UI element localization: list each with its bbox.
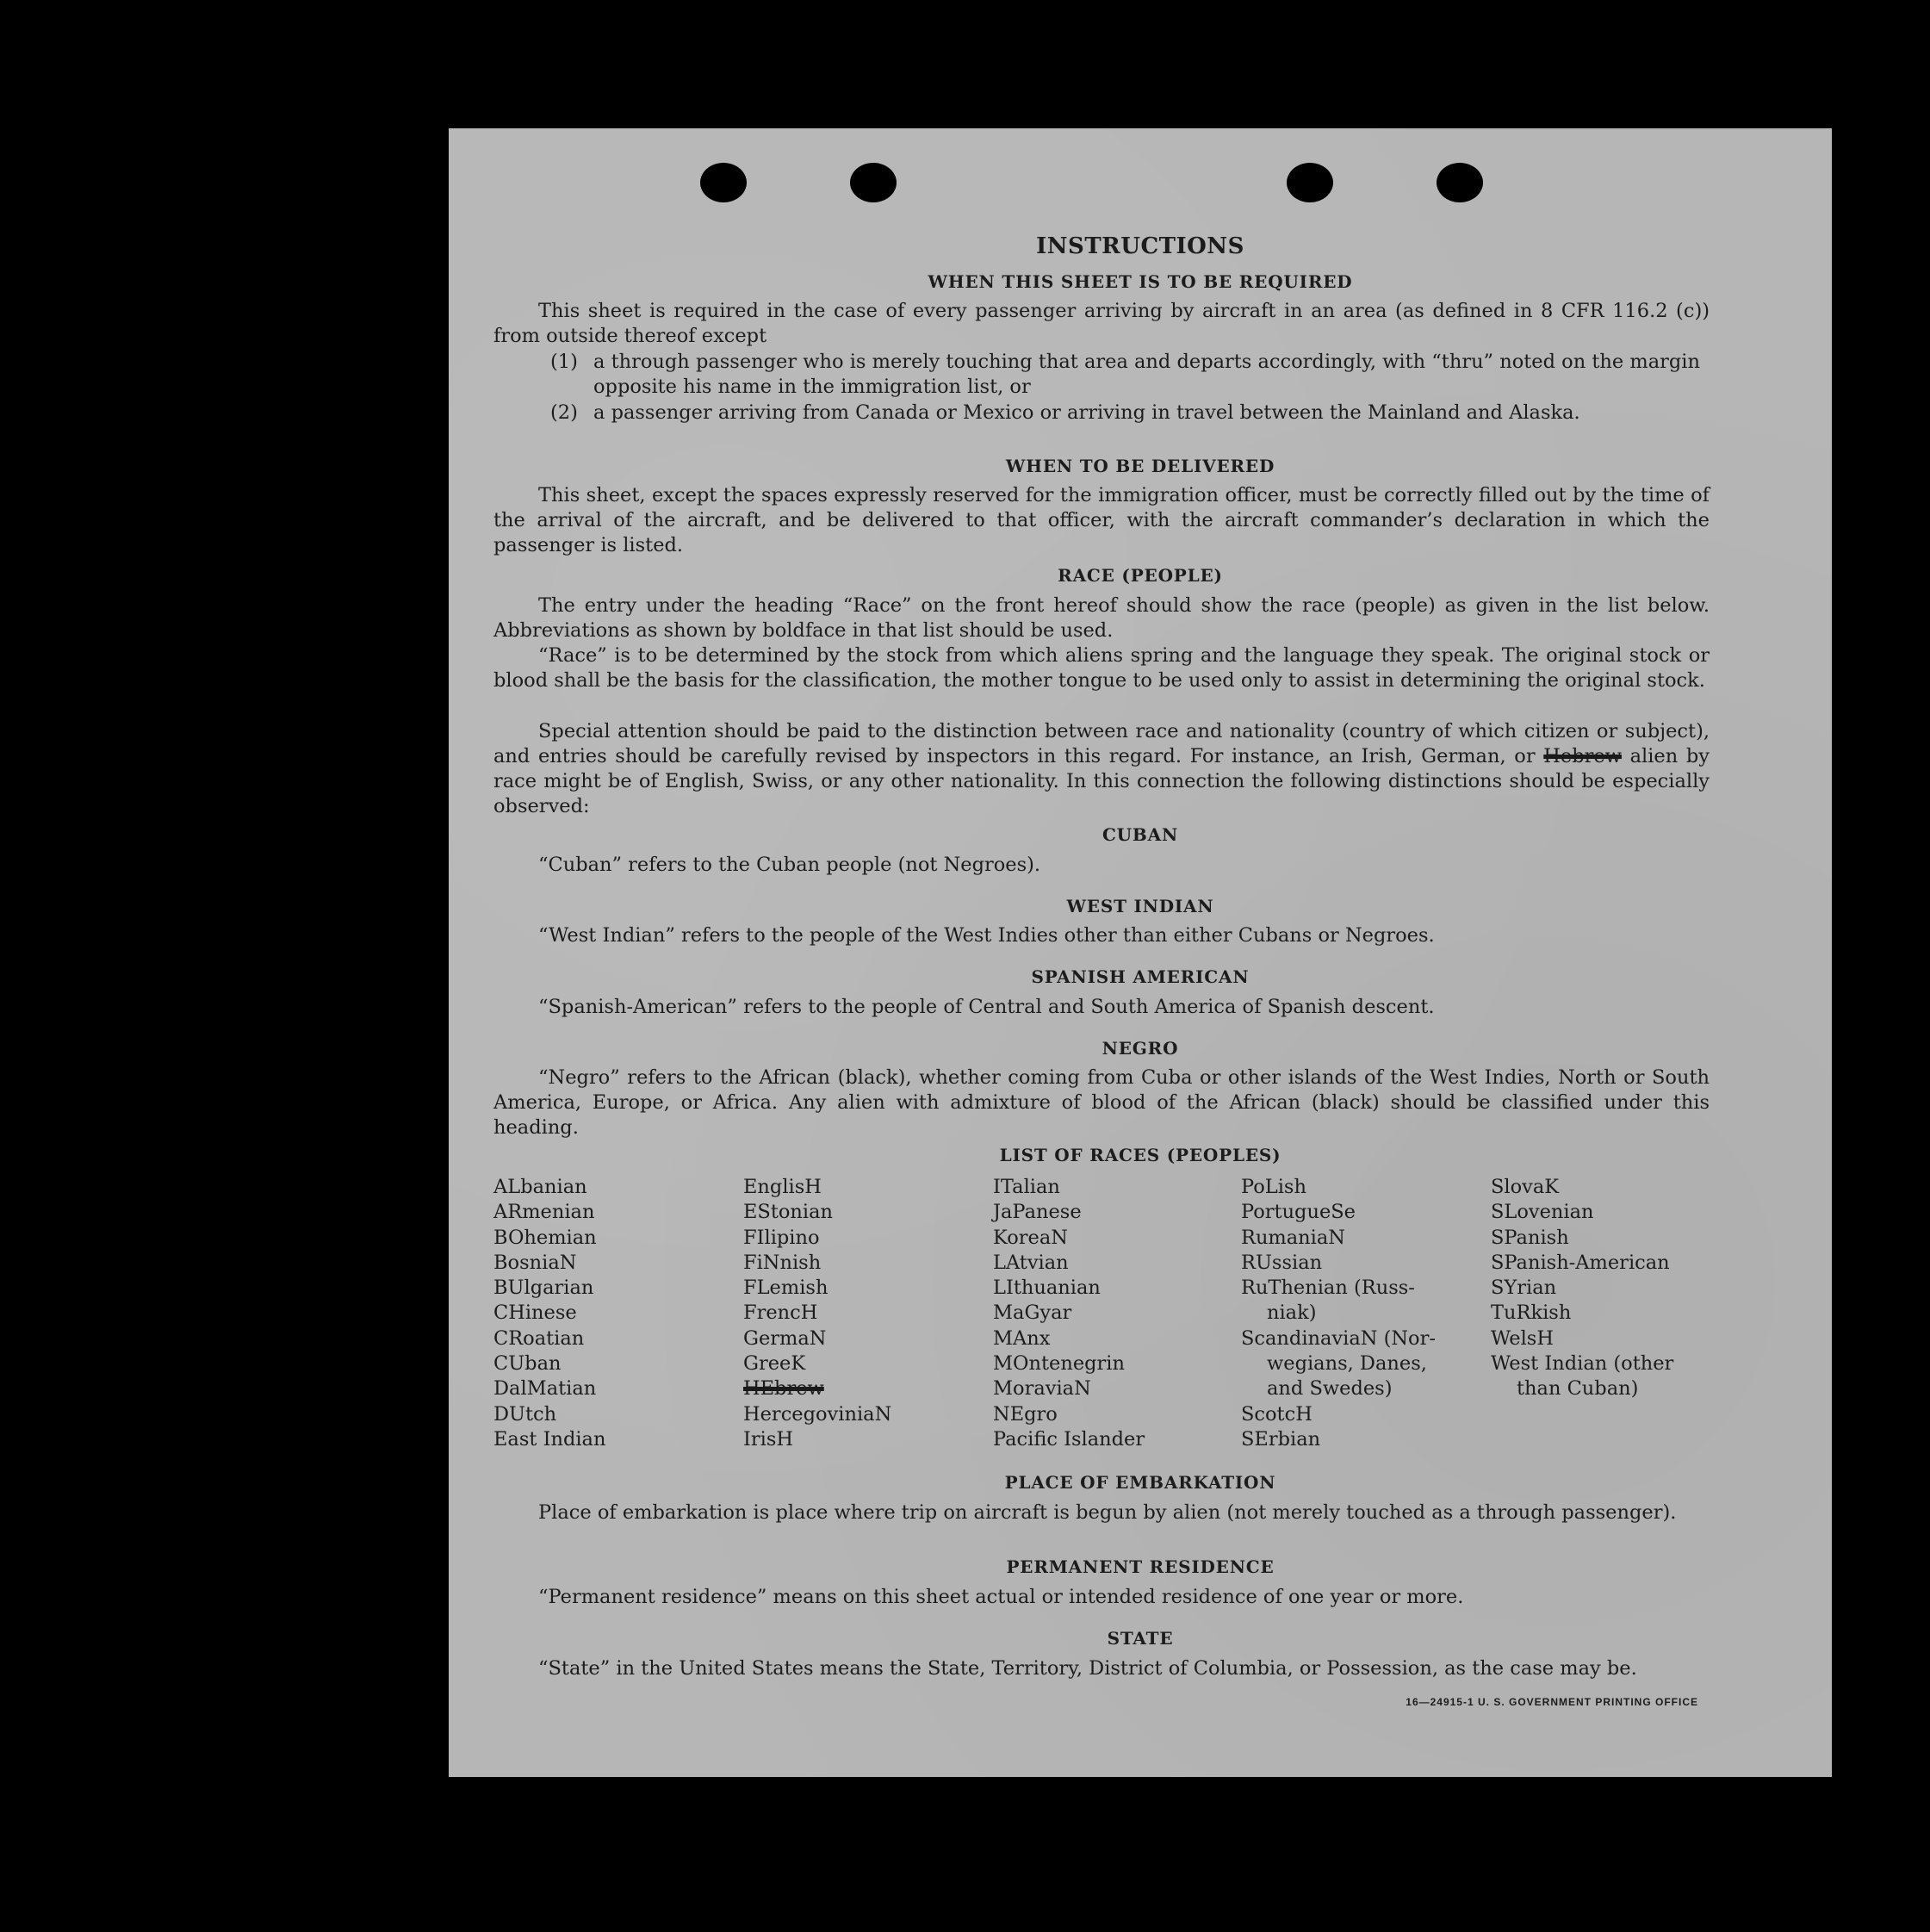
- race-paragraph-3: [493, 719, 1710, 819]
- section-heading-residence: PERMANENT RESIDENCE: [1006, 1556, 1275, 1577]
- races-column-2: [743, 1175, 891, 1452]
- section-heading-cuban: CUBAN: [1102, 824, 1179, 845]
- section-heading-negro: NEGRO: [1102, 1038, 1179, 1059]
- punch-hole: [1437, 163, 1483, 202]
- race-item: LIthuanian: [993, 1277, 1101, 1300]
- race-paragraph-3a: Special attention should be paid to the distinction between race and nationality (country of which citizen or subject), and entries should be carefully revised by inspectors in this regard. For instance, an Irish, German, or: [493, 720, 1710, 767]
- item-text: a through passenger who is merely touching that area and departs accordingly, with “thru” noted on the margin opposite his name in the immigration list, or: [593, 351, 1700, 398]
- section-heading-spanish-american: SPANISH AMERICAN: [1031, 966, 1250, 987]
- races-column-1: [493, 1175, 605, 1452]
- section-heading-embarkation: PLACE OF EMBARKATION: [1004, 1472, 1276, 1493]
- race-item: MAnx: [993, 1326, 1051, 1350]
- race-item-continued: wegians, Danes,: [1267, 1352, 1427, 1376]
- race-item: MaGyar: [993, 1301, 1072, 1325]
- section-text-embarkation: Place of embarkation is place where trip on aircraft is begun by alien (not merely touched as a through passenger).: [538, 1501, 1677, 1524]
- section-heading-state: STATE: [1107, 1628, 1174, 1649]
- section-text-cuban: “Cuban” refers to the Cuban people (not Negroes).: [538, 854, 1041, 876]
- race-item: GermaN: [743, 1326, 827, 1350]
- race-item: GreeK: [743, 1352, 806, 1376]
- section-heading-race: RACE (PEOPLE): [1058, 565, 1223, 586]
- section-text-spanish-american: “Spanish-American” refers to the people of Central and South America of Spanish descent.: [538, 996, 1435, 1018]
- race-item: DalMatian: [493, 1377, 597, 1401]
- race-item: SYrian: [1491, 1277, 1557, 1300]
- section-text-residence: “Permanent residence” means on this sheet actual or intended residence of one year or more.: [538, 1586, 1464, 1608]
- race-item: SLovenian: [1491, 1201, 1594, 1224]
- section-heading-west-indian: WEST INDIAN: [1066, 896, 1214, 916]
- race-item: West Indian (other: [1491, 1352, 1674, 1376]
- race-item: BOhemian: [493, 1226, 597, 1249]
- punch-hole: [850, 163, 897, 202]
- race-item: SPanish: [1491, 1226, 1569, 1249]
- race-item: ScandinaviaN (Nor-: [1241, 1326, 1436, 1350]
- race-item: RuThenian (Russ-: [1241, 1277, 1415, 1300]
- section-text-state: “State” in the United States means the State, Territory, District of Columbia, or Possession, as the case may be.: [538, 1657, 1637, 1680]
- instruction-sheet: [449, 128, 1832, 1777]
- exception-item-2: [550, 401, 1710, 426]
- race-item: ARmenian: [493, 1201, 595, 1224]
- section-heading-races: LIST OF RACES (PEOPLES): [999, 1145, 1281, 1165]
- punch-hole: [1287, 163, 1333, 202]
- race-item: KoreaN: [993, 1226, 1068, 1249]
- race-item: IrisH: [743, 1427, 794, 1451]
- race-item: FiNnish: [743, 1251, 822, 1274]
- section-text-delivered: This sheet, except the spaces expressly reserved for the immigration officer, must be correctly filled out by the time of the arrival of the aircraft, and be delivered to that officer, with the aircraft commander’s declaration in which the passenger is listed.: [493, 484, 1710, 556]
- page-title: INSTRUCTIONS: [1036, 233, 1244, 259]
- race-item-struck: HEbrew: [743, 1377, 824, 1401]
- section-text-west-indian: “West Indian” refers to the people of the West Indies other than either Cubans or Negroes.: [538, 924, 1435, 947]
- race-item: NEgro: [993, 1402, 1058, 1426]
- race-item-continued: niak): [1267, 1301, 1317, 1325]
- race-item: ALbanian: [493, 1176, 587, 1198]
- race-item: SErbian: [1241, 1427, 1321, 1451]
- race-item: ScotcH: [1241, 1402, 1313, 1426]
- section-heading-required: WHEN THIS SHEET IS TO BE REQUIRED: [928, 271, 1353, 292]
- race-item: WelsH: [1491, 1326, 1554, 1350]
- exception-item-1: [550, 350, 1710, 400]
- section-text-required: This sheet is required in the case of every passenger arriving by aircraft in an area (as defined in 8 CFR 116.2 (c)) from outside thereof except: [493, 300, 1710, 347]
- race-item-continued: and Swedes): [1267, 1377, 1393, 1401]
- race-paragraph-1: The entry under the heading “Race” on the front hereof should show the race (people) as given in the list below. Abbreviations as shown by boldface in that list should be used.: [493, 594, 1710, 642]
- race-item-continued: than Cuban): [1517, 1377, 1639, 1401]
- race-item: BUlgarian: [493, 1277, 594, 1300]
- race-item: SPanish-American: [1491, 1251, 1670, 1274]
- race-item: Pacific Islander: [993, 1427, 1145, 1451]
- race-item: RumaniaN: [1241, 1226, 1345, 1249]
- item-number: (1): [550, 351, 578, 373]
- struck-word: Hebrew: [1543, 745, 1622, 767]
- race-item: LAtvian: [993, 1251, 1069, 1274]
- race-item: TuRkish: [1491, 1301, 1572, 1325]
- race-item: EnglisH: [743, 1176, 822, 1198]
- race-item: DUtch: [493, 1402, 557, 1426]
- race-item: SlovaK: [1491, 1176, 1560, 1198]
- race-item: East Indian: [493, 1427, 606, 1451]
- section-text-negro: “Negro” refers to the African (black), whether coming from Cuba or other islands of the West Indies, North or South America, Europe, or Africa. Any alien with admixture of blood of the African (black) should be classified under this heading.: [493, 1066, 1710, 1139]
- race-item: HercegoviniaN: [743, 1402, 892, 1426]
- race-item: FLemish: [743, 1277, 828, 1300]
- race-item: CHinese: [493, 1301, 577, 1325]
- section-heading-delivered: WHEN TO BE DELIVERED: [1005, 456, 1275, 476]
- races-column-3: [993, 1175, 1145, 1452]
- punch-hole: [700, 163, 747, 202]
- race-item: CRoatian: [493, 1326, 585, 1350]
- race-item: FIlipino: [743, 1226, 820, 1249]
- race-item: CUban: [493, 1352, 562, 1376]
- race-item: MoraviaN: [993, 1377, 1091, 1401]
- race-item: PoLish: [1241, 1176, 1306, 1198]
- races-column-5: [1491, 1175, 1673, 1402]
- race-item: FrencH: [743, 1301, 818, 1325]
- item-number: (2): [550, 401, 578, 424]
- race-item: EStonian: [743, 1201, 834, 1224]
- race-item: PortugueSe: [1241, 1201, 1356, 1224]
- printing-office-code: 16—24915-1 U. S. GOVERNMENT PRINTING OFFICE: [1406, 1696, 1698, 1708]
- races-column-4: [1241, 1175, 1436, 1452]
- race-paragraph-3b: alien by race might be of English, Swiss, or any other nationality. In this connection the following distinctions should be especially observed:: [493, 745, 1710, 817]
- item-text: a passenger arriving from Canada or Mexico or arriving in travel between the Mainland and Alaska.: [593, 401, 1580, 424]
- race-item: JaPanese: [993, 1201, 1082, 1224]
- race-paragraph-2: “Race” is to be determined by the stock from which aliens spring and the language they speak. The original stock or blood shall be the basis for the classification, the mother tongue to be used only to assist in determining the original stock.: [493, 644, 1710, 692]
- race-item: ITalian: [993, 1176, 1060, 1198]
- race-item: MOntenegrin: [993, 1352, 1125, 1376]
- race-item: BosniaN: [493, 1251, 577, 1274]
- race-item: RUssian: [1241, 1251, 1323, 1274]
